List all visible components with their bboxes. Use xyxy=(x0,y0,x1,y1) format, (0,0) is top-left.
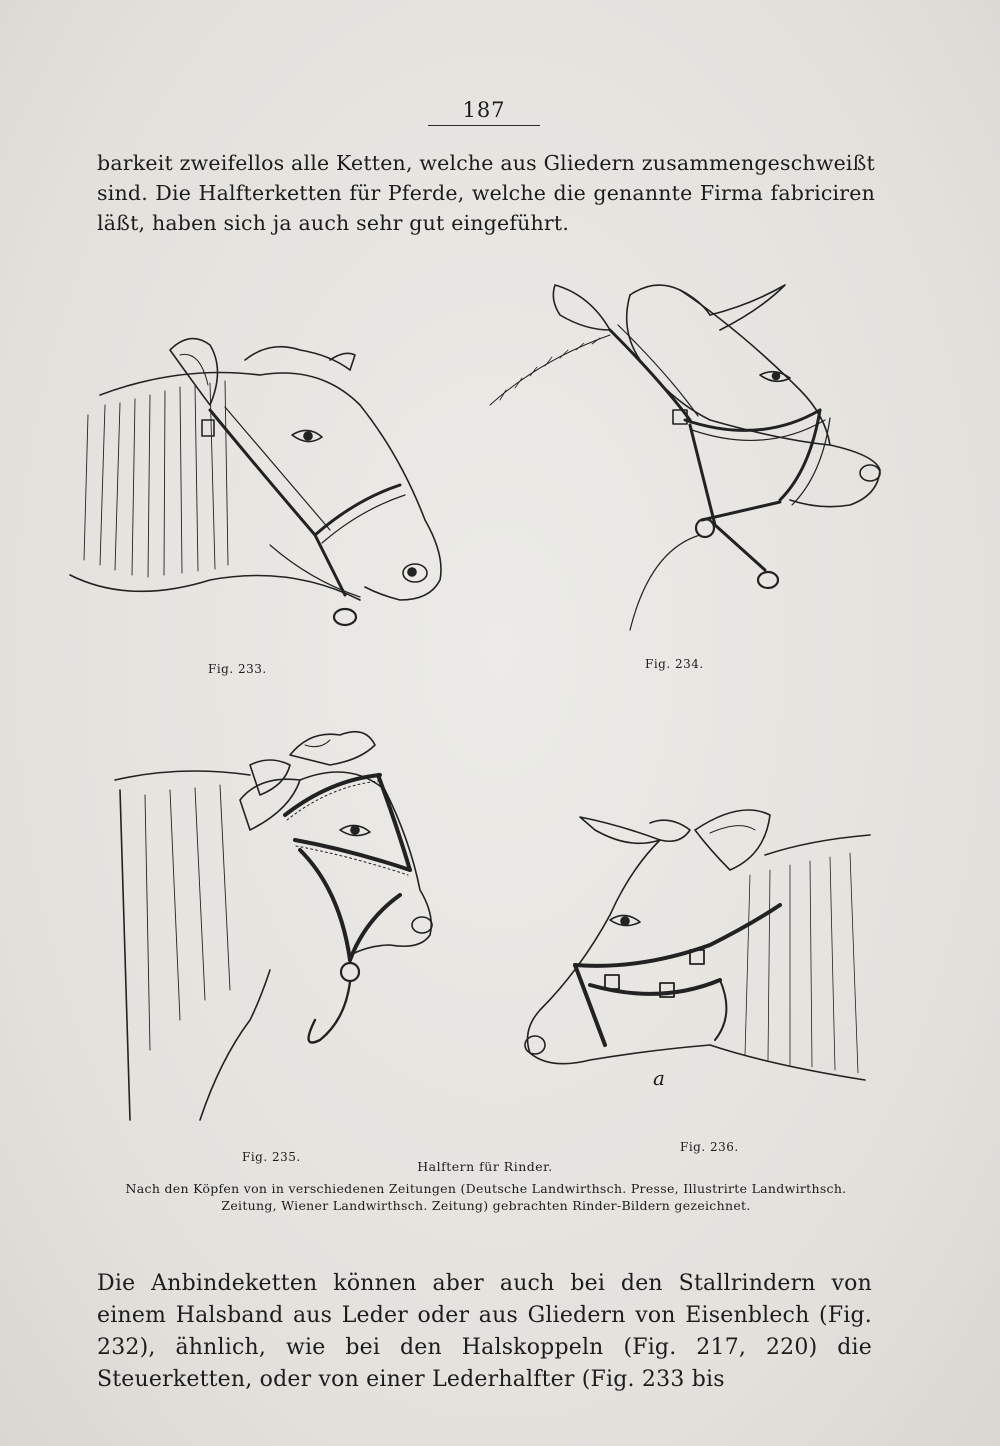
cow-head-decorated-halter-icon xyxy=(100,720,460,1150)
caption-title: Halftern für Rinder. xyxy=(417,1159,553,1174)
cow-head-halter-left-icon xyxy=(60,325,460,645)
cow-head-buckled-halter-icon xyxy=(510,795,880,1115)
figure-233-label: Fig. 233. xyxy=(208,662,267,676)
figure-234-label: Fig. 234. xyxy=(645,657,704,671)
figure-235-label: Fig. 235. xyxy=(242,1150,301,1164)
cow-head-halter-right-icon xyxy=(480,270,900,640)
paragraph-bottom: Die Anbindeketten können aber auch bei den Stallrindern von einem Halsband aus Leder oder aus Gliedern von Eisenblech (Fig. 232), ähnlich, wie bei den Halskoppeln (Fig. 217, 220) die Steuerketten, oder von einer Lederhalfter (Fig. 233 bis xyxy=(97,1271,872,1392)
figure-233 xyxy=(60,325,460,645)
figure-235 xyxy=(100,720,460,1150)
figure-236-marker: a xyxy=(653,1066,665,1090)
figure-236-label: Fig. 236. xyxy=(680,1140,739,1154)
figure-236 xyxy=(510,795,880,1115)
page-number-rule xyxy=(428,125,540,126)
figure-234 xyxy=(480,270,900,640)
caption-source: Nach den Köpfen von in verschiedenen Zeitungen (Deutsche Landwirthsch. Presse, Illustrirte Landwirthsch. Zeitung, Wiener Landwirthsch. Zeitung) gebrachten Rinder-Bildern gezeichnet. xyxy=(125,1181,847,1213)
page-number: 187 xyxy=(462,98,506,122)
paragraph-top: barkeit zweifellos alle Ketten, welche aus Gliedern zusammengeschweißt sind. Die Halfterketten für Pferde, welche die genannte Firma fabriciren läßt, haben sich ja auch sehr gut eingeführt. xyxy=(97,151,875,235)
